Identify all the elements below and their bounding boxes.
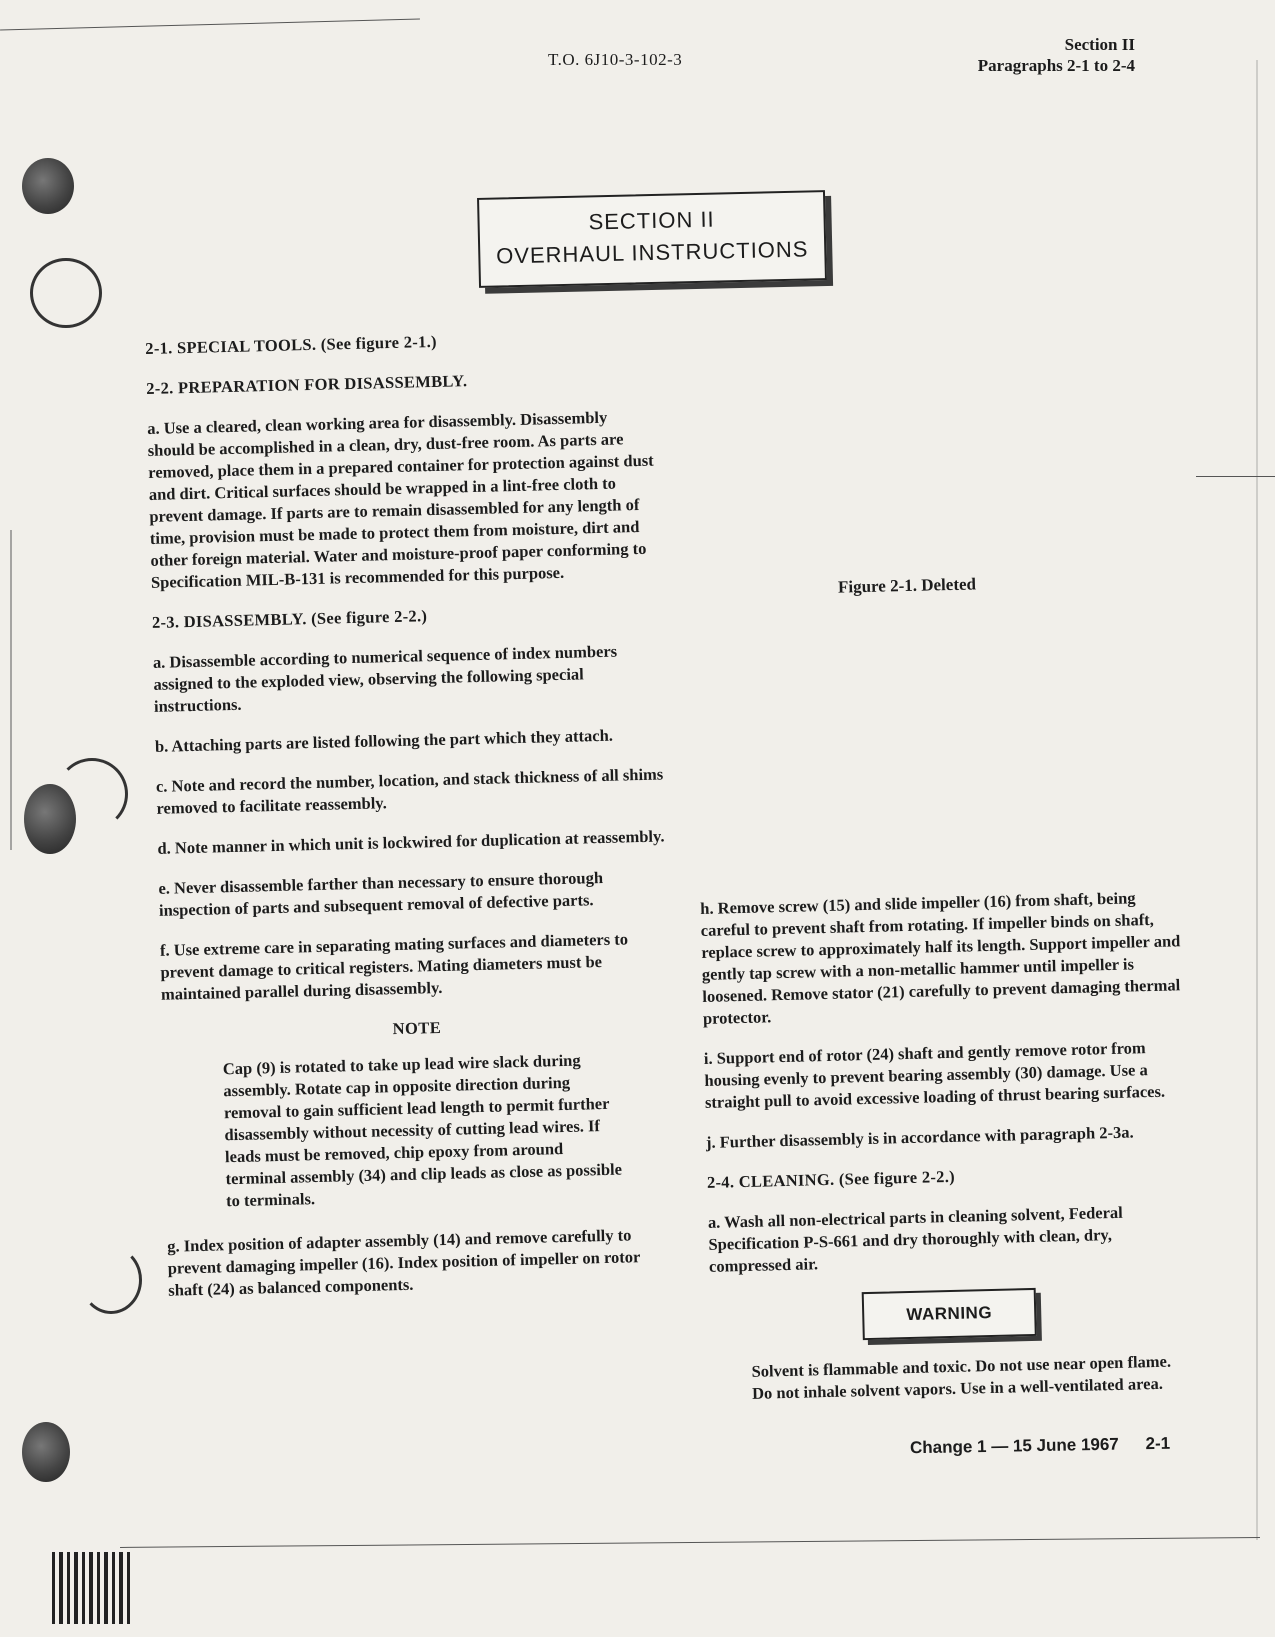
paragraphs-label: Paragraphs 2-1 to 2-4 [977,56,1135,75]
barcode-marks [52,1552,130,1624]
paragraph-2-3-j: j. Further disassembly is in accordance with paragraph 2-3a. [705,1122,1134,1152]
right-margin-rule [1196,476,1275,477]
paragraph-2-2-a: a. Use a cleared, clean working area for disassembly. Disassembly should be accomplished in a clean, dry, dust-free room. As parts are removed, place them in a prepared container for protection against dust and dirt. Critical surfaces should be wrapped in a lint-free cloth to prevent damage. If parts are to remain disassembled for any length of time, provision must be made to protect them from moisture, dirt and other foreign material. Water and moisture-proof paper conforming to Specification MIL-B-131 is recommended for this purpose. [146,407,654,592]
section-title-box [477,190,827,288]
punch-hole-bottom [22,1422,70,1482]
top-edge-rule [0,19,420,31]
paragraph-2-3-c: c. Note and record the number, location, and stack thickness of all shims removed to facilitate reassembly. [155,764,664,818]
paragraph-2-3-f: f. Use extreme care in separating mating surfaces and diameters to prevent damage to critical registers. Mating diameters must be maintained parallel during disassembly. [159,929,629,1004]
right-edge-noise [1256,60,1258,1540]
section-subtitle: OVERHAUL INSTRUCTIONS [495,236,809,269]
page-number: 2-1 [1145,1433,1171,1454]
punch-hole-ring-top [30,258,102,328]
punch-hole-ring-lower [80,1246,142,1314]
heading-disassembly: 2-3. DISASSEMBLY. (See figure 2-2.) [151,606,428,632]
punch-hole-top [22,158,74,214]
section-label: Section II [1064,35,1135,54]
paragraph-2-4-a: a. Wash all non-electrical parts in cleaning solvent, Federal Specification P-S-661 and dry thoroughly with clean, dry, compressed air. [707,1202,1123,1276]
technical-order-number: T.O. 6J10-3-102-3 [548,50,683,69]
paragraph-2-3-e: e. Never disassemble farther than necessary to ensure thorough inspection of parts and subsequent removal of defective parts. [158,867,604,920]
figure-caption: Figure 2-1. Deleted [837,574,977,597]
paragraph-2-3-h: h. Remove screw (15) and slide impeller (16) from shaft, being careful to prevent shaft from rotating. If impeller binds on shaft, replace screw to approximately half its length. Support impeller and gently tap screw with a non-metallic hammer until impeller is loosened. Remove stator (21) carefully to prevent damaging thermal protector. [700,888,1181,1028]
section-header [978,34,1135,76]
paragraph-2-3-a: a. Disassemble according to numerical sequence of index numbers assigned to the exploded view, observing the following special instructions. [152,641,618,716]
page-footer [910,1434,1170,1459]
left-column [145,326,679,1320]
punch-hole-ring-middle [56,758,128,830]
heading-cleaning: 2-4. CLEANING. (See figure 2-2.) [706,1166,956,1192]
right-column [700,886,1192,1406]
change-notice: Change 1 — 15 June 1967 [909,1434,1119,1458]
paragraph-2-3-g: g. Index position of adapter assembly (14) and remove carefully to prevent damaging impeller (16). Index position of impeller on rotor shaft (24) as balanced components. [166,1225,641,1300]
heading-preparation: 2-2. PREPARATION FOR DISASSEMBLY. [146,371,468,398]
warning-box: WARNING [862,1288,1037,1340]
paragraph-2-3-d: d. Note manner in which unit is lockwired for duplication at reassembly. [157,826,665,858]
section-title: SECTION II [588,206,715,235]
warning-body: Solvent is flammable and toxic. Do not use near open flame. Do not inhale solvent vapors. Use in a well-ventilated area. [751,1351,1172,1403]
left-edge-noise [10,530,12,850]
heading-special-tools: 2-1. SPECIAL TOOLS. (See figure 2-1.) [145,331,438,358]
note-body: Cap (9) is rotated to take up lead wire slack during assembly. Rotate cap in opposite direction during removal to gain sufficient lead length to permit further disassembly without necessity of cutting lead wires. If leads must be removed, chip epoxy from around terminal assembly (34) and clip leads as close as possible to terminals. [222,1050,623,1211]
paragraph-2-3-i: i. Support end of rotor (24) shaft and gently remove rotor from housing evenly to prevent bearing assembly (30) damage. Use a straight pull to avoid excessive loading of thrust bearing surfaces. [703,1038,1166,1112]
note-title: NOTE [392,1017,442,1039]
bottom-rule [120,1537,1260,1548]
paragraph-2-3-b: b. Attaching parts are listed following the part which they attach. [154,725,614,756]
